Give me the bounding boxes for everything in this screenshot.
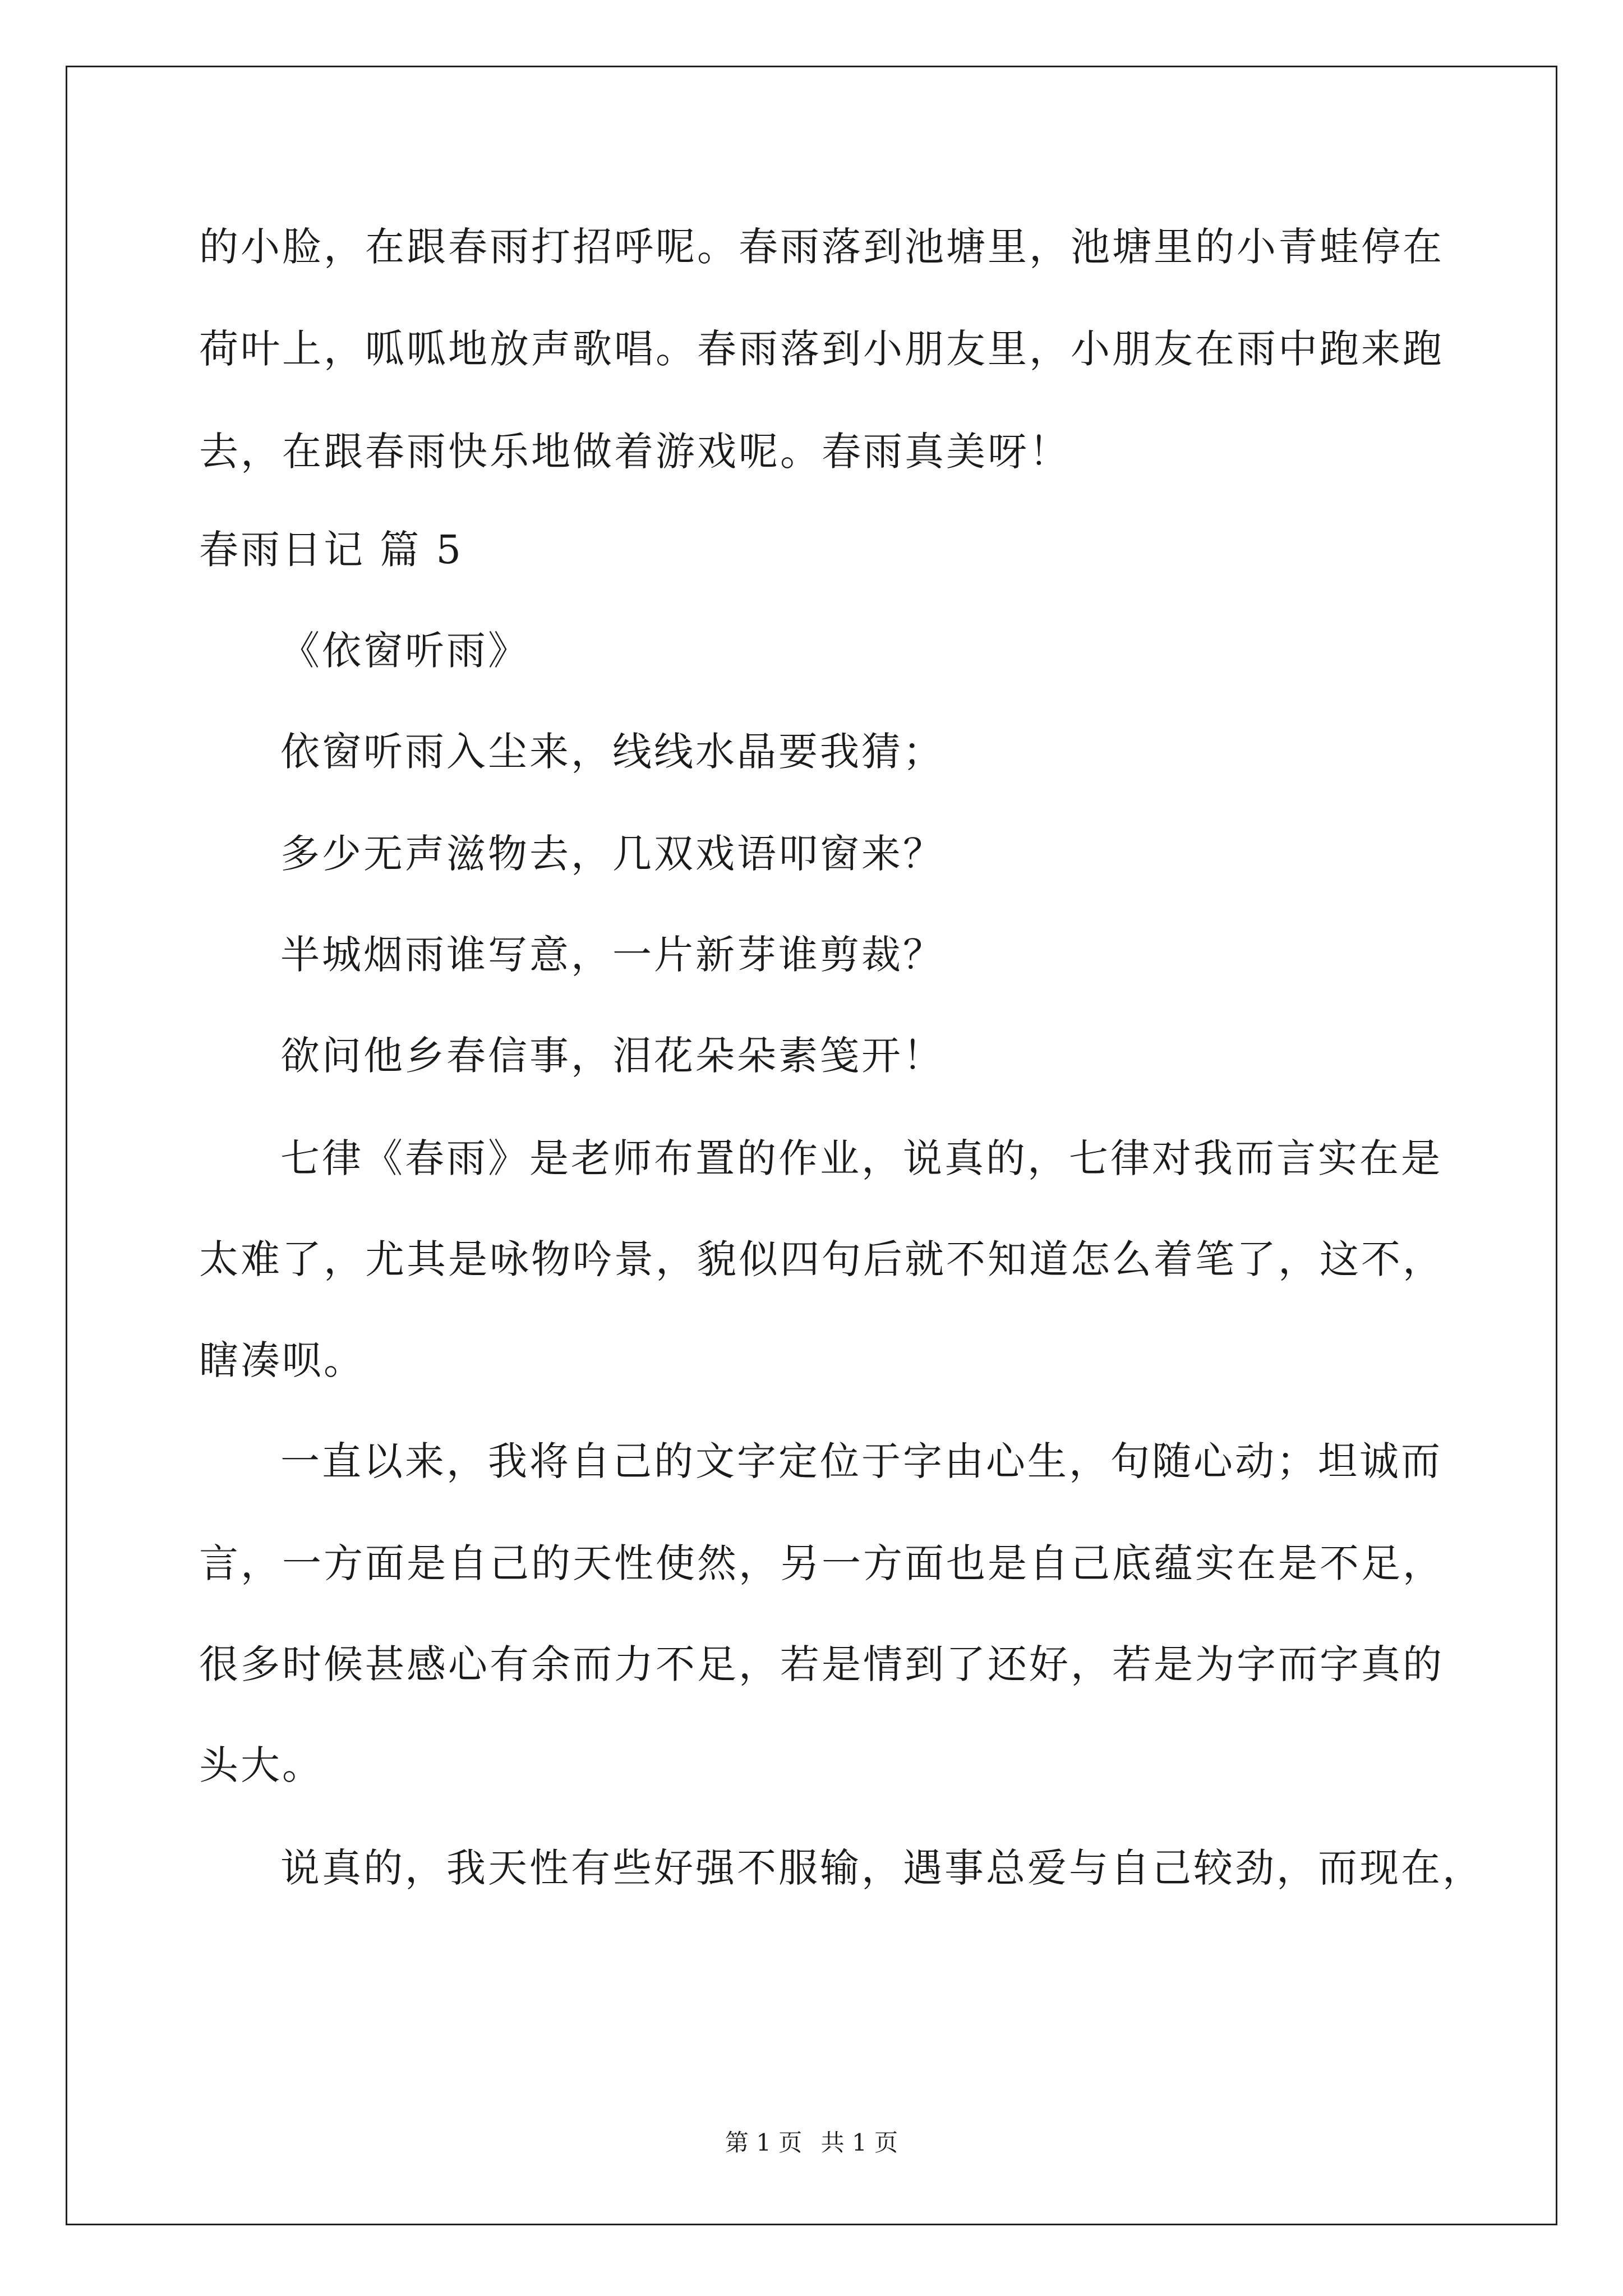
paragraph-line: 去，在跟春雨快乐地做着游戏呢。春雨真美呀！ <box>199 429 1071 475</box>
paragraph-line: 瞎凑呗。 <box>199 1337 365 1383</box>
paragraph-line: 说真的，我天性有些好强不服输，遇事总爱与自己较劲，而现在， <box>280 1845 1484 1891</box>
poem-line: 欲问他乡春信事，泪花朵朵素笺开！ <box>280 1033 944 1079</box>
paragraph-line: 很多时候甚感心有余而力不足，若是情到了还好，若是为字而字真的 <box>199 1641 1444 1687</box>
paragraph-line: 一直以来，我将自己的文字定位于字由心生，句随心动；坦诚而 <box>280 1438 1442 1484</box>
paragraph-line: 太难了，尤其是咏物吟景，貌似四句后就不知道怎么着笔了，这不， <box>199 1236 1444 1282</box>
paragraph-line: 七律《春雨》是老师布置的作业，说真的，七律对我而言实在是 <box>280 1135 1442 1181</box>
poem-title: 《依窗听雨》 <box>280 628 529 674</box>
poem-line: 依窗听雨入尘来，线线水晶要我猜； <box>280 729 944 775</box>
paragraph-line: 的小脸，在跟春雨打招呼呢。春雨落到池塘里，池塘里的小青蛙停在 <box>199 224 1444 270</box>
page-number: 第 1 页 <box>725 2129 803 2156</box>
poem-line: 半城烟雨谁写意，一片新芽谁剪裁？ <box>280 932 944 978</box>
page-total: 共 1 页 <box>820 2129 898 2156</box>
paragraph-line: 言，一方面是自己的天性使然，另一方面也是自己底蕴实在是不足， <box>199 1540 1444 1586</box>
section-heading: 春雨日记 篇 5 <box>199 527 464 573</box>
page-footer <box>0 2129 1623 2157</box>
paragraph-line: 荷叶上，呱呱地放声歌唱。春雨落到小朋友里，小朋友在雨中跑来跑 <box>199 326 1444 372</box>
poem-line: 多少无声滋物去，几双戏语叩窗来？ <box>280 831 944 877</box>
paragraph-line: 头大。 <box>199 1742 324 1788</box>
